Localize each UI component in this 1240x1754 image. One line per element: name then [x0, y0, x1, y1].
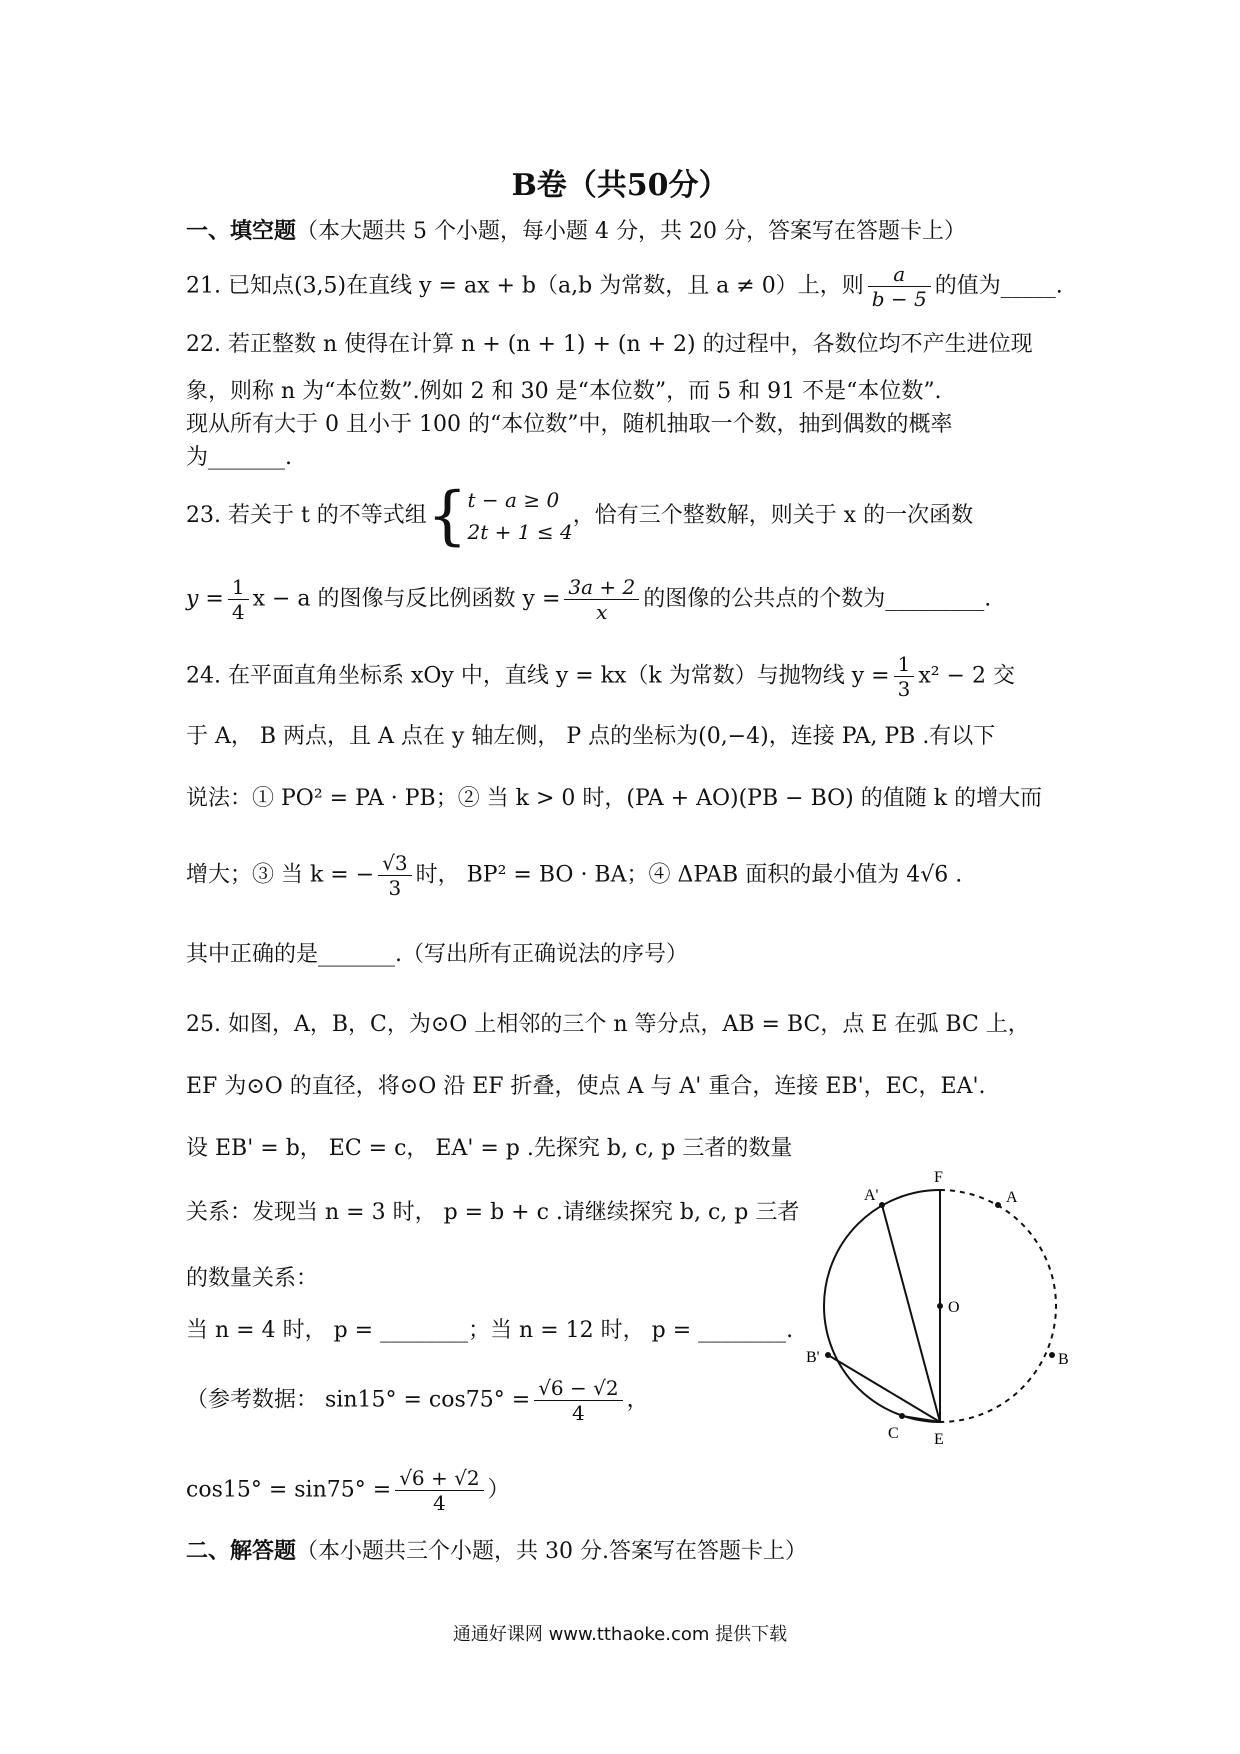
- question-23-line-1: [186, 479, 974, 553]
- label-b-prime: B': [806, 1349, 820, 1366]
- question-23-line-2: [186, 575, 991, 624]
- q23-text-post: ，恰有三个整数解，则关于 x 的一次函数: [572, 503, 974, 528]
- q24-fraction-2: [378, 851, 411, 900]
- q21-fraction: [868, 262, 931, 311]
- q25-line-2: EF 为⊙O 的直径，将⊙O 沿 EF 折叠，使点 A 与 A' 重合，连接 EB'，EC，EA'.: [186, 1074, 986, 1099]
- chord-eb-prime: [828, 1355, 940, 1422]
- q25-ref2-post: ）: [487, 1477, 510, 1503]
- q24-f-num: 1: [894, 652, 915, 677]
- point-o: [937, 1303, 943, 1309]
- q23-inequality-1: t − a ≥ 0: [467, 488, 560, 512]
- q25-ref1-den: 4: [572, 1401, 585, 1425]
- q25-line-1: 25. 如图，A，B，C，为⊙O 上相邻的三个 n 等分点，AB = BC，点 E 在弧 BC 上，: [186, 1012, 1030, 1037]
- q25-ref2-num: √6 + √2: [395, 1466, 483, 1491]
- q23-inequality-system: [468, 484, 573, 548]
- question-24-line-4: [186, 851, 962, 900]
- footer-credit: 通通好课网 www.tthaoke.com 提供下载: [452, 1624, 788, 1645]
- q25-ref1-pre: （参考数据： sin15° = cos75° =: [186, 1387, 531, 1413]
- section2-note: （本小题共三个小题，共 30 分.答案写在答题卡上）: [296, 1539, 807, 1564]
- point-b: [1049, 1352, 1055, 1358]
- section2-heading: 二、解答题: [186, 1538, 297, 1564]
- q25-ref2-fraction: [395, 1466, 483, 1515]
- q25-line-6: 当 n = 4 时， p = ________；当 n = 12 时， p = ________.: [186, 1318, 794, 1343]
- q23-brace: {: [426, 479, 468, 553]
- q22-line-2: 象，则称 n 为“本位数”.例如 2 和 30 是“本位数”，而 5 和 91 不是“本位数”.: [186, 379, 942, 404]
- label-b: B: [1058, 1351, 1069, 1368]
- point-c: [899, 1413, 905, 1419]
- q21-frac-num: a: [868, 262, 931, 287]
- q23-fraction-1: [228, 575, 249, 624]
- q23-l2-pre: y =: [186, 586, 224, 612]
- q24-l1-post: x² − 2 交: [918, 663, 1015, 689]
- question-24-line-1: [186, 652, 1015, 701]
- section1-note: （本大题共 5 个小题，每小题 4 分，共 20 分，答案写在答题卡上）: [296, 219, 966, 244]
- question-21: [186, 262, 1063, 311]
- page-title: B卷（共50分）: [511, 168, 729, 203]
- q25-ref2-den: 4: [433, 1491, 446, 1515]
- q22-line-4: 为_______.: [186, 445, 292, 470]
- label-f: F: [934, 1169, 943, 1186]
- q24-fraction-1: [894, 652, 915, 701]
- label-c: C: [888, 1425, 899, 1442]
- q24-line-5: 其中正确的是_______.（写出所有正确说法的序号）: [186, 942, 688, 967]
- q24-f2-den: 3: [388, 876, 402, 900]
- q24-l4-post: 时， BP² = BO · BA；④ ΔPAB 面积的最小值为 4√6 .: [415, 862, 963, 888]
- q25-line-5: 的数量关系：: [186, 1266, 319, 1291]
- label-o: O: [948, 1299, 960, 1316]
- q23-fraction-2: [564, 575, 639, 624]
- q21-text-post: 的值为_____.: [934, 273, 1063, 299]
- section1-header: [186, 216, 966, 247]
- label-e: E: [934, 1431, 944, 1448]
- q25-line-4: 关系：发现当 n = 3 时， p = b + c .请继续探究 b, c, p 三者: [186, 1200, 800, 1225]
- q25-ref1-num: √6 − √2: [534, 1376, 622, 1401]
- q25-ref1-post: ，: [626, 1387, 649, 1413]
- q24-line-2: 于 A， B 两点，且 A 点在 y 轴左侧， P 点的坐标为(0,−4)，连接 PA, PB .有以下: [186, 724, 996, 749]
- point-a-prime: [879, 1202, 885, 1208]
- chord-ea-prime: [882, 1205, 940, 1422]
- q25-ref2-pre: cos15° = sin75° =: [186, 1477, 392, 1503]
- label-a: A: [1006, 1189, 1018, 1206]
- q25-line-3: 设 EB' = b， EC = c， EA' = p .先探究 b, c, p 三者的数量: [186, 1136, 793, 1161]
- q25-reference-2: [186, 1466, 510, 1515]
- q22-line-3: 现从所有大于 0 且小于 100 的“本位数”中，随机抽取一个数，抽到偶数的概率: [186, 412, 953, 437]
- section1-heading: 一、填空题: [186, 218, 297, 244]
- point-a: [995, 1202, 1001, 1208]
- q23-f2-num: 3a + 2: [564, 575, 639, 600]
- q24-l1-pre: 24. 在平面直角坐标系 xOy 中，直线 y = kx（k 为常数）与抛物线 y =: [186, 663, 890, 689]
- q21-text-pre: 21. 已知点(3,5)在直线 y = ax + b（a,b 为常数，且 a ≠ 0）上，则: [186, 273, 864, 299]
- q23-inequality-2: 2t + 1 ≤ 4: [467, 520, 573, 544]
- q24-f-den: 3: [897, 677, 911, 701]
- q23-l2-mid: x − a 的图像与反比例函数 y =: [252, 586, 561, 612]
- q22-line-1: 22. 若正整数 n 使得在计算 n + (n + 1) + (n + 2) 的过程中，各数位均不产生进位现: [186, 332, 1033, 357]
- q23-l2-post: 的图像的公共点的个数为_________.: [643, 586, 992, 612]
- section2-header: [186, 1536, 807, 1567]
- q21-frac-den: b − 5: [871, 287, 927, 311]
- q23-text-pre: 23. 若关于 t 的不等式组: [186, 503, 427, 528]
- point-b-prime: [825, 1352, 831, 1358]
- q23-f2-den: x: [596, 600, 608, 624]
- label-a-prime: A': [864, 1187, 879, 1204]
- q24-line-3: 说法：① PO² = PA · PB；② 当 k > 0 时，(PA + AO)(PB − BO) 的值随 k 的增大而: [186, 786, 1043, 811]
- q23-f1-den: 4: [231, 600, 245, 624]
- q25-ref1-fraction: [534, 1376, 622, 1425]
- q24-f2-num: √3: [378, 851, 411, 876]
- q24-l4-pre: 增大；③ 当 k = −: [186, 862, 375, 888]
- q25-reference-1: [186, 1376, 649, 1425]
- q23-f1-num: 1: [228, 575, 249, 600]
- circle-figure: [790, 1160, 1090, 1470]
